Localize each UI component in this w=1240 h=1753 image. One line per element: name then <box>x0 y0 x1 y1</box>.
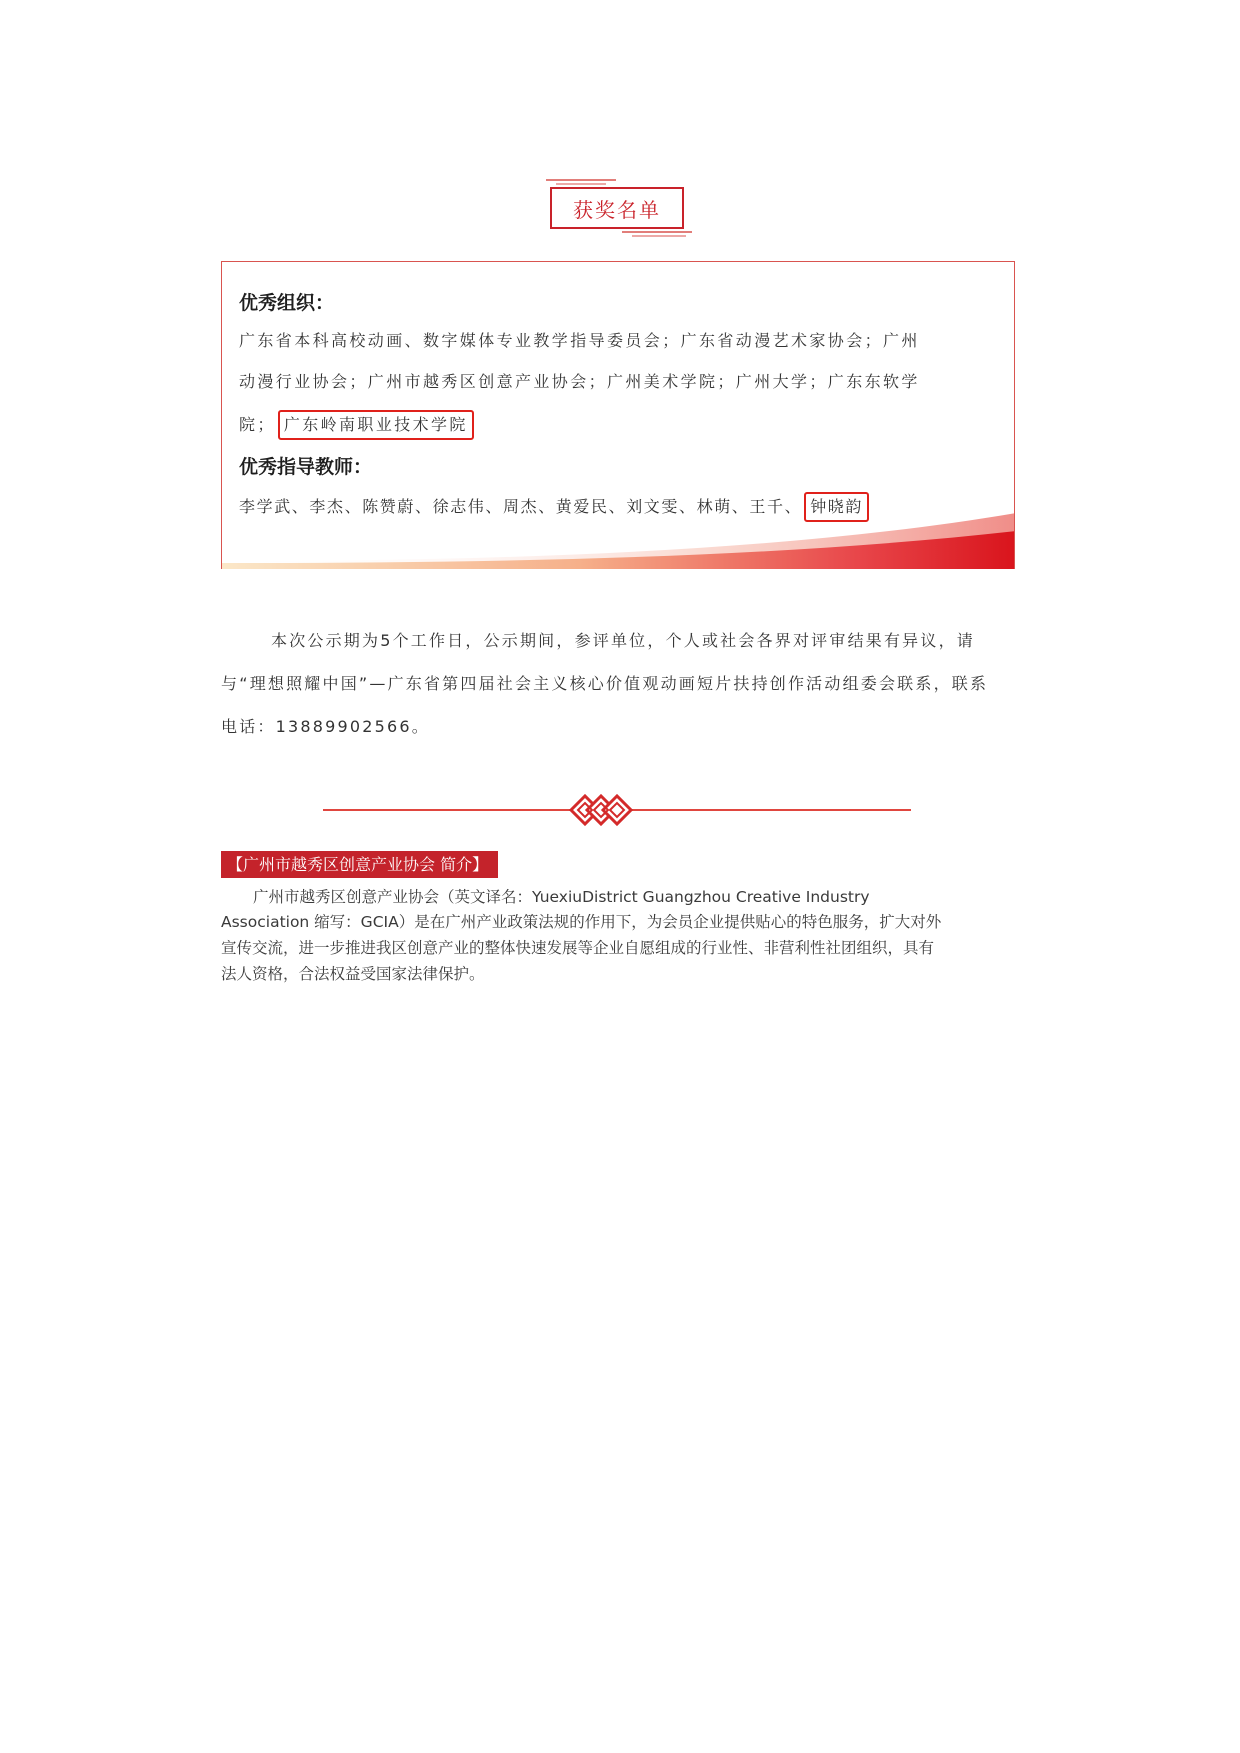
award-list-badge <box>546 178 692 238</box>
intro-line: 广州市越秀区创意产业协会（英文译名：YuexiuDistrict Guangzhou Creative Industry <box>253 888 870 906</box>
teacher-list-line <box>239 492 869 518</box>
organization-list-prefix: 院； <box>239 415 276 434</box>
diamond-divider <box>323 790 911 830</box>
excellent-teacher-heading: 优秀指导教师： <box>239 456 373 478</box>
teacher-names: 李学武、李杰、陈赞蔚、徐志伟、周杰、黄爱民、刘文雯、林萌、王千、 <box>239 497 803 516</box>
notice-line: 本次公示期为5个工作日，公示期间，参评单位，个人或社会各界对评审结果有异议，请 <box>271 631 975 650</box>
highlighted-teacher: 钟晓韵 <box>804 492 869 522</box>
organization-list-line: 动漫行业协会；广州市越秀区创意产业协会；广州美术学院；广州大学；广东东软学 <box>239 372 920 391</box>
excellent-organization-heading: 优秀组织： <box>239 292 335 314</box>
notice-line: 与“理想照耀中国”—广东省第四届社会主义核心价值观动画短片扶持创作活动组委会联系，联系 <box>221 674 989 693</box>
intro-line: 法人资格，合法权益受国家法律保护。 <box>221 965 485 983</box>
organization-list-line <box>239 410 474 436</box>
highlighted-organization: 广东岭南职业技术学院 <box>278 410 474 440</box>
intro-line: 宣传交流，进一步推进我区创意产业的整体快速发展等企业自愿组成的行业性、非营利性社团组织，具有 <box>221 939 935 957</box>
badge-title: 获奖名单 <box>550 187 684 229</box>
organization-list-line: 广东省本科高校动画、数字媒体专业教学指导委员会；广东省动漫艺术家协会；广州 <box>239 331 920 350</box>
notice-contact-line: 电话：13889902566。 <box>221 717 430 736</box>
association-intro-label: 【广州市越秀区创意产业协会 简介】 <box>221 851 498 878</box>
intro-line: Association 缩写：GCIA）是在广州产业政策法规的作用下，为会员企业提供贴心的特色服务，扩大对外 <box>221 913 942 931</box>
winners-card <box>221 261 1015 569</box>
